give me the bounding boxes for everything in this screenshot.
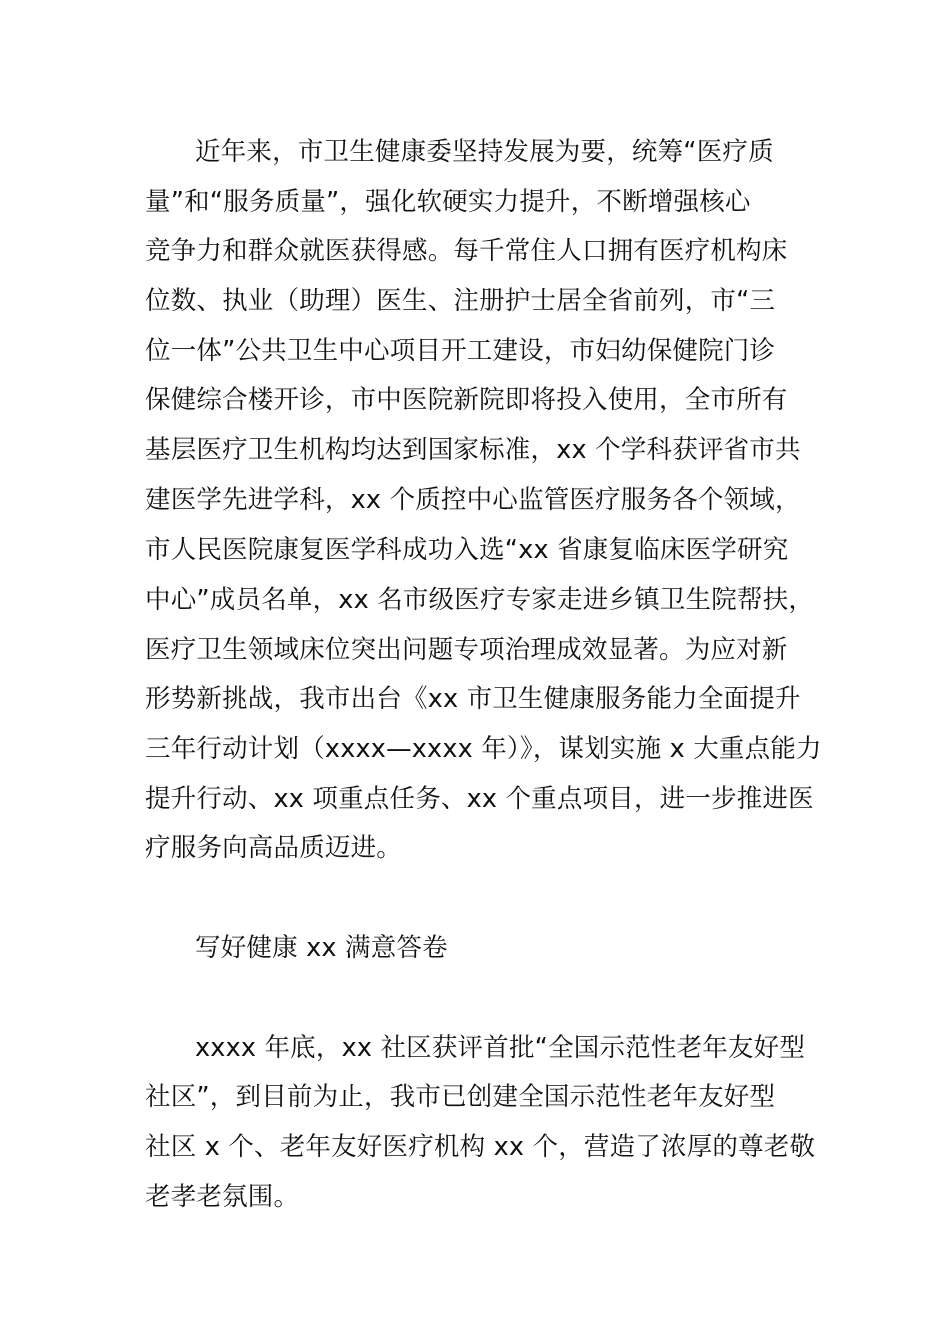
text-line: 位一体”公共卫生中心项目开工建设，市妇幼保健院门诊	[145, 336, 776, 366]
text-line: 竞争力和群众就医获得感。每千常住人口拥有医疗机构床	[145, 236, 788, 266]
section-heading: 写好健康 xx 满意答卷	[195, 933, 448, 963]
text-line: 位数、执业（助理）医生、注册护士居全省前列，市“三	[145, 286, 776, 316]
text-line: 提升行动、xx 项重点任务、xx 个重点项目，进一步推进医	[145, 784, 814, 814]
text-line: 基层医疗卫生机构均达到国家标准，xx 个学科获评省市共	[145, 435, 801, 465]
text-line: 社区”，到目前为止，我市已创建全国示范性老年友好型	[145, 1082, 776, 1112]
text-line: 社区 x 个、老年友好医疗机构 xx 个，营造了浓厚的尊老敬	[145, 1132, 816, 1162]
text-line: 形势新挑战，我市出台《xx 市卫生健康服务能力全面提升	[145, 684, 801, 714]
text-line: xxxx 年底，xx 社区获评首批“全国示范性老年友好型	[195, 1033, 806, 1063]
text-line: 近年来，市卫生健康委坚持发展为要，统筹“医疗质	[195, 137, 774, 167]
text-line: 保健综合楼开诊，市中医院新院即将投入使用，全市所有	[145, 385, 788, 415]
text-line: 疗服务向高品质迈进。	[145, 833, 403, 863]
text-line: 中心”成员名单，xx 名市级医疗专家走进乡镇卫生院帮扶，	[145, 585, 815, 615]
text-line: 老孝老氛围。	[145, 1182, 300, 1212]
text-line: 量”和“服务质量”，强化软硬实力提升，不断增强核心	[145, 187, 751, 217]
text-line: 市人民医院康复医学科成功入选“xx 省康复临床医学研究	[145, 535, 789, 565]
text-line: 医疗卫生领域床位突出问题专项治理成效显著。为应对新	[145, 635, 788, 665]
text-line: 三年行动计划（xxxx—xxxx 年）》，谋划实施 x 大重点能力	[145, 734, 822, 764]
text-line: 建医学先进学科，xx 个质控中心监管医疗服务各个领域，	[145, 485, 801, 515]
